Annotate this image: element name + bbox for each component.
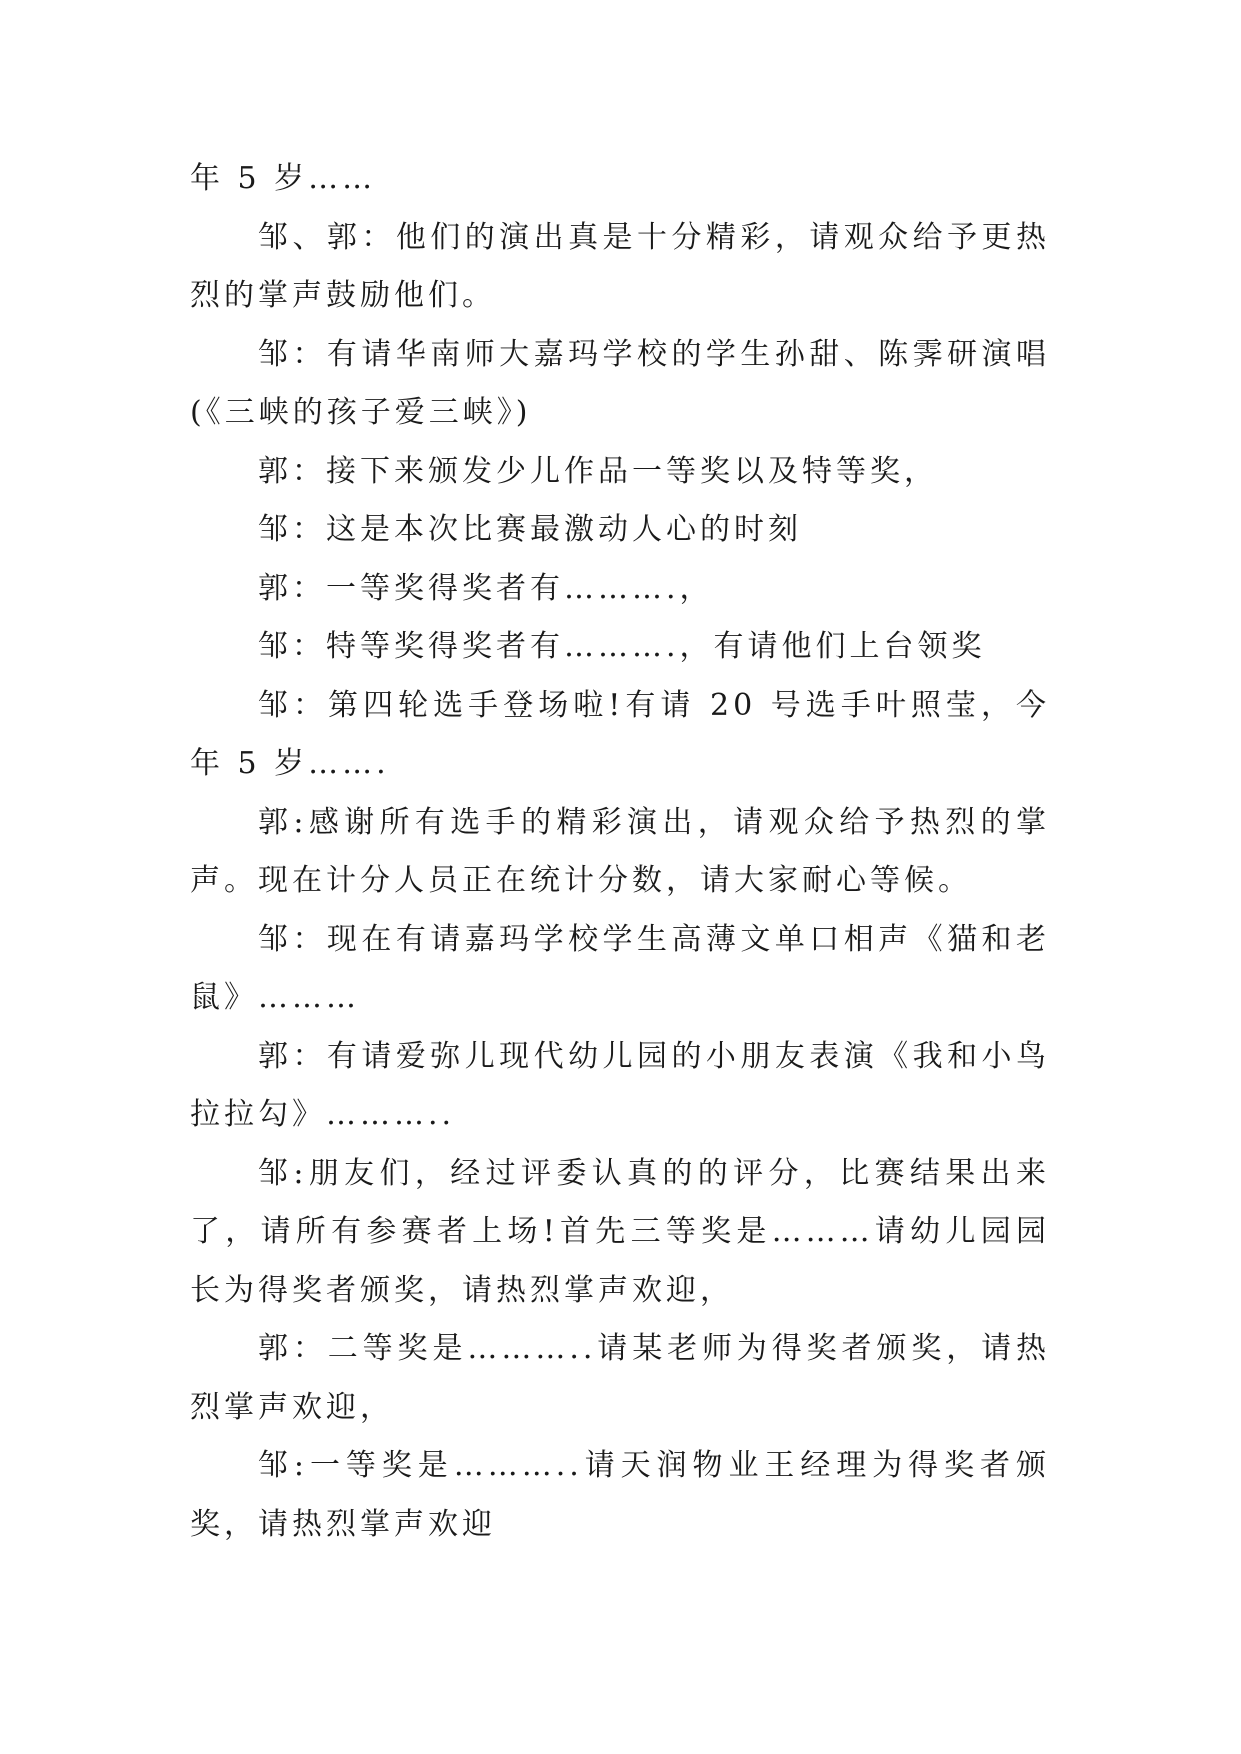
paragraph: 郭：有请爱弥儿现代幼儿园的小朋友表演《我和小鸟拉拉勾》……….. — [190, 1038, 1050, 1132]
paragraph: 邹：第四轮选手登场啦!有请 20 号选手叶照莹，今年 5 岁……. — [190, 687, 1050, 781]
paragraph: 邹：特等奖得奖者有……….，有请他们上台领奖 — [258, 629, 986, 664]
paragraph: 邹:一等奖是………..请天润物业王经理为得奖者颁奖，请热烈掌声欢迎 — [190, 1448, 1050, 1542]
paragraph-continuation: 年 5 岁…… — [190, 161, 377, 196]
paragraph: 郭：一等奖得奖者有……….， — [258, 570, 714, 606]
paragraph: 邹:朋友们，经过评委认真的的评分，比赛结果出来了，请所有参赛者上场!首先三等奖是………请幼儿园园长为得奖者颁奖，请热烈掌声欢迎， — [190, 1155, 1050, 1308]
paragraph: 郭：接下来颁发少儿作品一等奖以及特等奖， — [258, 453, 938, 489]
paragraph: 邹：有请华南师大嘉玛学校的学生孙甜、陈霁研演唱(《三峡的孩子爱三峡》) — [190, 336, 1050, 430]
paragraph: 郭:感谢所有选手的精彩演出，请观众给予热烈的掌声。现在计分人员正在统计分数，请大家耐心等候。 — [190, 804, 1050, 898]
paragraph: 郭：二等奖是………..请某老师为得奖者颁奖，请热烈掌声欢迎， — [190, 1331, 1050, 1425]
document-body — [190, 150, 1050, 1554]
paragraph: 邹：现在有请嘉玛学校学生高薄文单口相声《猫和老鼠》……… — [190, 921, 1050, 1015]
paragraph: 邹：这是本次比赛最激动人心的时刻 — [258, 512, 802, 547]
paragraph: 邹、郭：他们的演出真是十分精彩，请观众给予更热烈的掌声鼓励他们。 — [190, 219, 1050, 313]
